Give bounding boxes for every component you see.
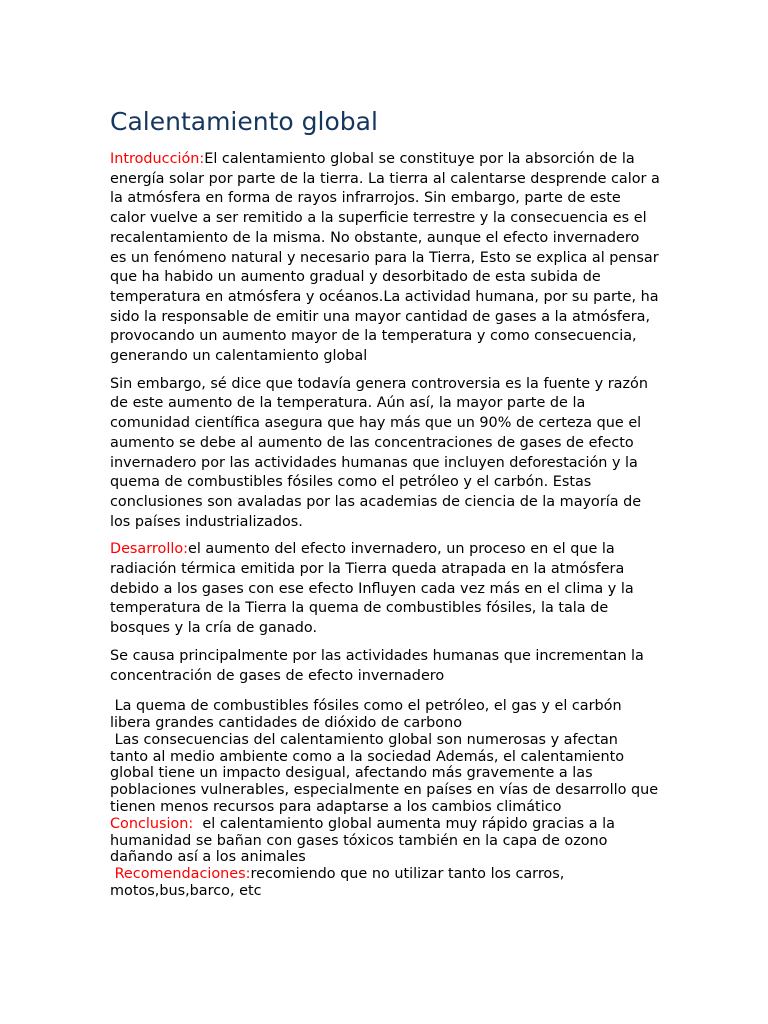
- fossil-fuels-paragraph: La quema de combustibles fósiles como el petróleo, el gas y el carbón libera grandes cantidades de dióxido de carbono: [110, 698, 627, 732]
- desarrollo-text: el aumento del efecto invernadero, un proceso en el que la radiación térmica emitida por la Tierra queda atrapada en la atmósfera debido a los gases con ese efecto Influyen cada vez más en el clima y la temperatura de la Tierra la quema de combustibles fósiles, la tala de bosques y la cría de ganado.: [110, 541, 634, 637]
- conclusion-paragraph: [110, 816, 660, 866]
- intro-text: El calentamiento global se constituye por la absorción de la energía solar por parte de la tierra. La tierra al calentarse desprende calor a la atmósfera en forma de rayos infrarrojos. Sin embargo, parte de este calor vuelve a ser remitido a la superficie terrestre y la consecuencia es el recalentamiento de la misma. No obstante, aunque el efecto invernadero es un fenómeno natural y necesario para la Tierra, Esto se explica al pensar que ha habido un aumento gradual y desorbitado de esta subida de temperatura en atmósfera y océanos.La actividad humana, por su parte, ha sido la responsable de emitir una mayor cantidad de gases a la atmósfera, provocando un aumento mayor de la temperatura y como consecuencia, generando un calentamiento global: [110, 151, 660, 365]
- controversy-paragraph: Sin embargo, sé dice que todavía genera controversia es la fuente y razón de este aumento de la temperatura. Aún así, la mayor parte de la comunidad científica asegura que hay más que un 90% de certeza que el aumento se debe al aumento de las concentraciones de gases de efecto invernadero por las actividades humanas que incluyen deforestación y la quema de combustibles fósiles como el petróleo y el carbón. Estas conclusiones son avaladas por las academias de ciencia de la mayoría de los países industrializados.: [110, 375, 648, 530]
- desarrollo-paragraph: [110, 540, 660, 639]
- desarrollo-label: Desarrollo:: [110, 541, 188, 558]
- causes-paragraph: Se causa principalmente por las actividades humanas que incrementan la concentración de gases de efecto invernadero: [110, 647, 644, 684]
- recommendations-paragraph: [110, 866, 660, 900]
- conclusion-label: Conclusion:: [110, 815, 194, 832]
- conclusion-text: el calentamiento global aumenta muy rápido gracias a la humanidad se bañan con gases tóxicos también en la capa de ozono dañando así a los animales: [110, 815, 620, 866]
- intro-paragraph: [110, 150, 660, 367]
- intro-label: Introducción:: [110, 151, 205, 167]
- recommendations-label: Recomendaciones:: [110, 866, 251, 883]
- document-title: Calentamiento global: [110, 107, 378, 136]
- document-body: [110, 104, 663, 900]
- recommendations-text: recomiendo que no utilizar tanto los carros, motos,bus,barco, etc: [110, 866, 565, 900]
- consequences-paragraph: Las consecuencias del calentamiento global son numerosas y afectan tanto al medio ambiente como a la sociedad Además, el calentamiento global tiene un impacto desigual, afectando más gravemente a las poblaciones vulnerables, especialmente en países en vías de desarrollo que tienen menos recursos para adaptarse a los cambios climático: [110, 731, 663, 816]
